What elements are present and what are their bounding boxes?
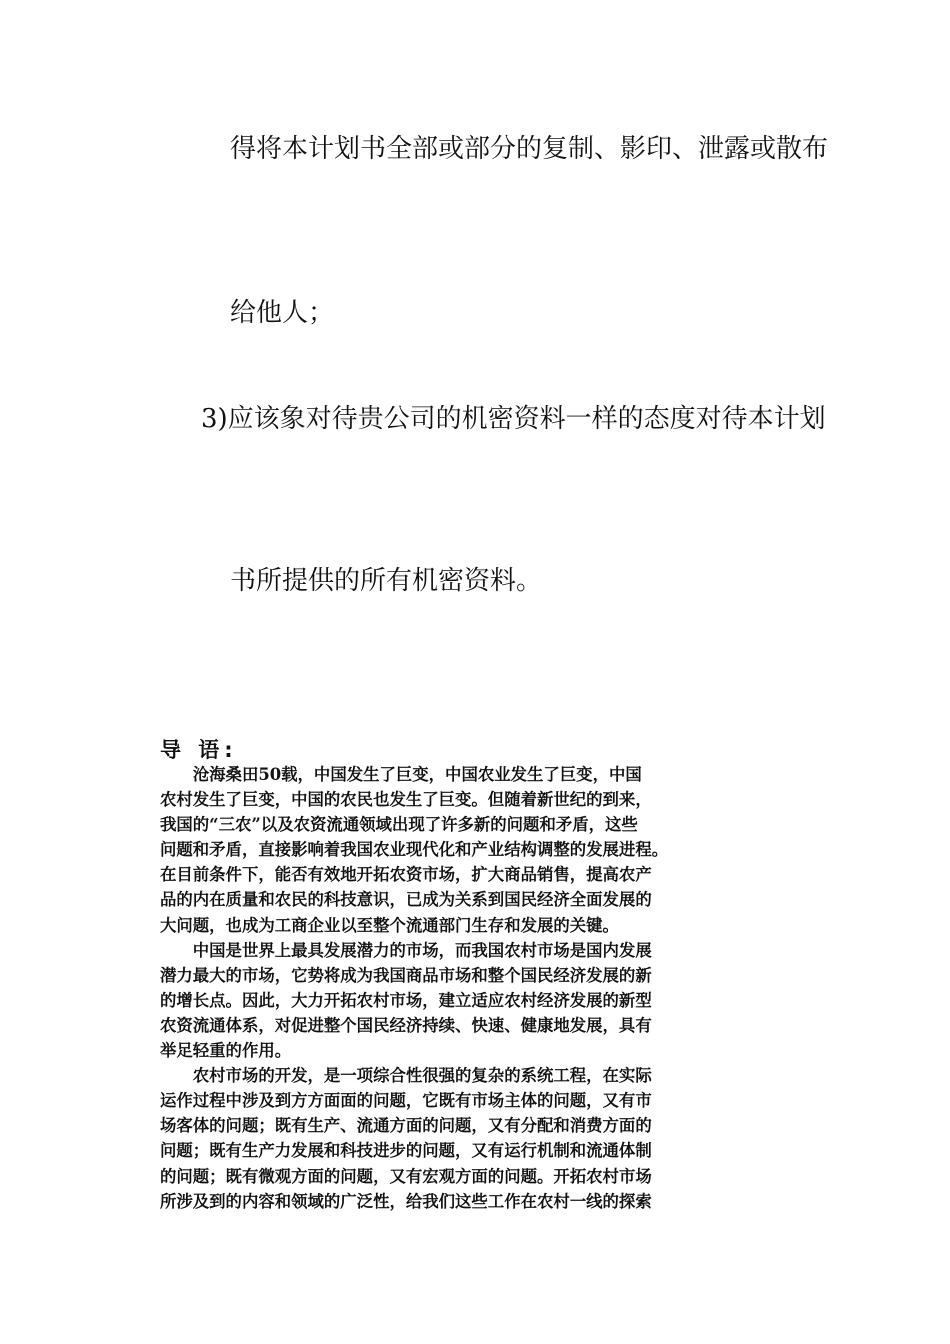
intro-paragraphs	[160, 762, 850, 1214]
intro-line: 农村市场的开发，是一项综合性很强的复杂的系统工程，在实际	[160, 1066, 652, 1086]
intro-line: 潜力最大的市场，它势将成为我国商品市场和整个国民经济发展的新	[160, 965, 652, 985]
intro-heading: 导 语:	[160, 738, 238, 762]
intro-line: 中国是世界上最具发展潜力的市场，而我国农村市场是国内发展	[160, 940, 652, 960]
intro-line: 品的内在质量和农民的科技意识，已成为关系到国民经济全面发展的	[160, 890, 652, 910]
intro-line: 场客体的问题；既有生产、流通方面的问题，又有分配和消费方面的	[160, 1116, 652, 1136]
intro-line: 我国的“三农”以及农资流通领域出现了许多新的问题和矛盾，这些	[160, 815, 638, 835]
intro-line: 农资流通体系，对促进整个国民经济持续、快速、健康地发展，具有	[160, 1015, 652, 1035]
intro-line: 大问题，也成为工商企业以至整个流通部门生存和发展的关键。	[160, 915, 619, 935]
body-line-1: 得将本计划书全部或部分的复制、影印、泄露或散布	[230, 134, 829, 164]
body-line-2: 给他人；	[230, 298, 335, 328]
intro-line: 的问题；既有微观方面的问题，又有宏观方面的问题。开拓农村市场	[160, 1166, 652, 1186]
intro-line: 问题；既有生产力发展和科技进步的问题，又有运行机制和流通体制	[160, 1141, 652, 1161]
intro-line: 所涉及到的内容和领域的广泛性，给我们这些工作在农村一线的探索	[160, 1191, 652, 1211]
body-line-3: 3)应该象对待贵公司的机密资料一样的态度对待本计划	[201, 404, 826, 434]
intro-line: 沧海桑田50载，中国发生了巨变，中国农业发生了巨变，中国	[160, 765, 642, 784]
body-line-4: 书所提供的所有机密资料。	[230, 566, 543, 596]
intro-line: 运作过程中涉及到方方面面的问题，它既有市场主体的问题，又有市	[160, 1091, 652, 1111]
intro-line: 在目前条件下，能否有效地开拓农资市场，扩大商品销售，提高农产	[160, 865, 652, 885]
intro-line: 问题和矛盾，直接影响着我国农业现代化和产业结构调整的发展进程。	[160, 840, 669, 860]
intro-line: 举足轻重的作用。	[160, 1041, 292, 1061]
intro-line: 的增长点。因此，大力开拓农村市场，建立适应农村经济发展的新型	[160, 990, 652, 1010]
intro-line: 农村发生了巨变，中国的农民也发生了巨变。但随着新世纪的到来，	[160, 790, 652, 810]
